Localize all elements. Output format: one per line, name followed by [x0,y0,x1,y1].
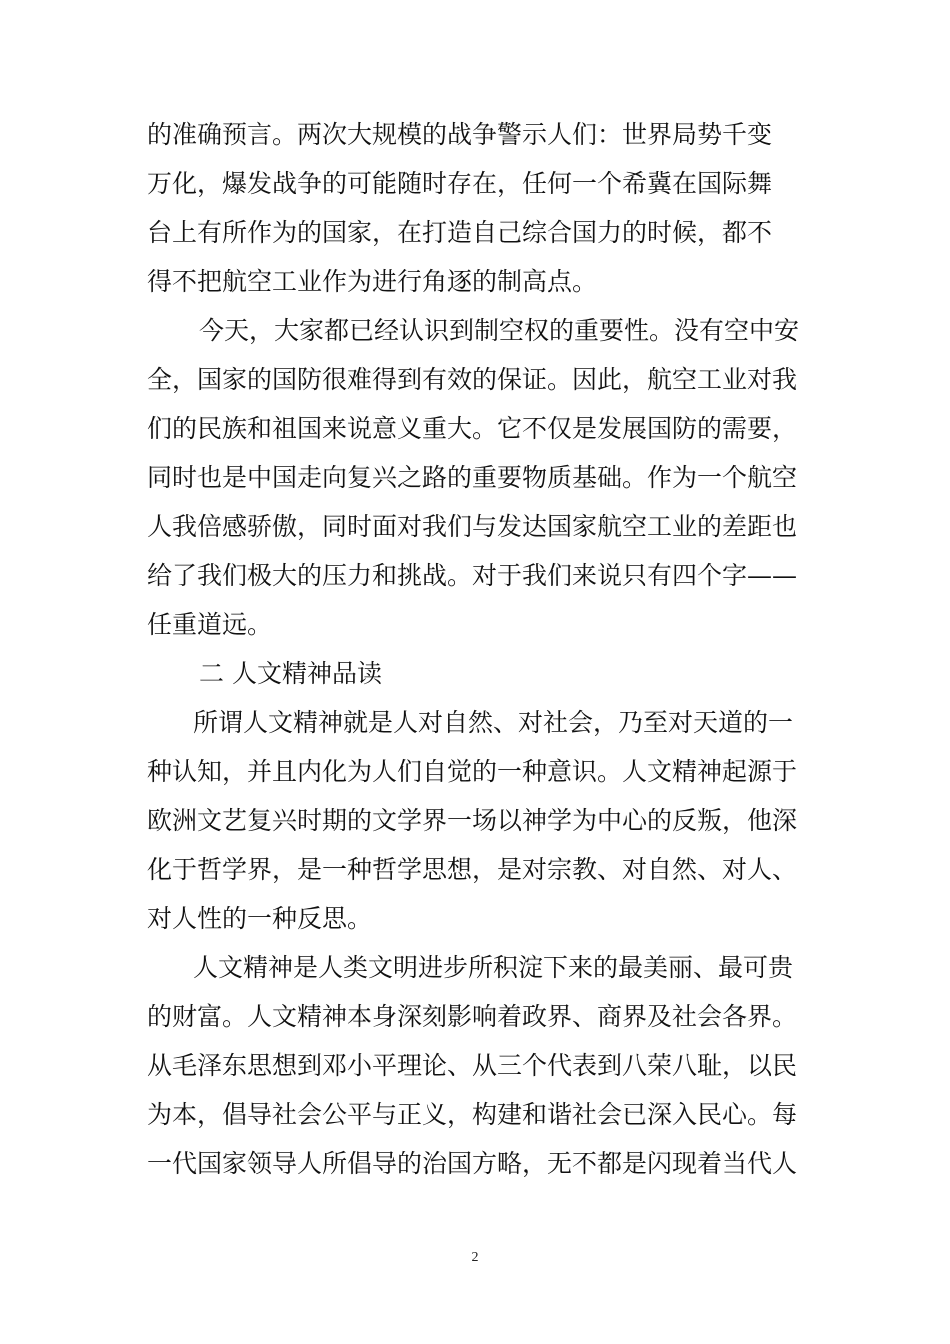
text-line: 们的民族和祖国来说意义重大。它不仅是发展国防的需要， [147,414,798,443]
text-line: 给了我们极大的压力和挑战。对于我们来说只有四个字—— [147,561,798,590]
text-line: 的财富。人文精神本身深刻影响着政界、商界及社会各界。 [147,1002,798,1031]
paragraph-start-line: 今天，大家都已经认识到制空权的重要性。没有空中安 [199,316,800,345]
text-line: 得不把航空工业作为进行角逐的制高点。 [147,267,598,296]
text-line: 同时也是中国走向复兴之路的重要物质基础。作为一个航空 [147,463,798,492]
paragraph-start-line: 所谓人文精神就是人对自然、对社会，乃至对天道的一 [193,708,794,737]
text-line: 种认知，并且内化为人们自觉的一种意识。人文精神起源于 [147,757,798,786]
paragraph-start-line: 人文精神是人类文明进步所积淀下来的最美丽、最可贵 [193,953,794,982]
text-line: 为本，倡导社会公平与正义，构建和谐社会已深入民心。每 [147,1100,798,1129]
text-line: 一代国家领导人所倡导的治国方略，无不都是闪现着当代人 [147,1149,798,1178]
text-line: 的准确预言。两次大规模的战争警示人们：世界局势千变 [147,120,773,149]
document-body [147,110,803,1188]
text-line: 任重道远。 [147,610,273,639]
text-line: 化于哲学界，是一种哲学思想，是对宗教、对自然、对人、 [147,855,798,884]
section-heading: 二 人文精神品读 [199,659,382,688]
text-line: 欧洲文艺复兴时期的文学界一场以神学为中心的反叛，他深 [147,806,798,835]
page-number: 2 [471,1250,479,1265]
text-line: 人我倍感骄傲，同时面对我们与发达国家航空工业的差距也 [147,512,798,541]
text-line: 全，国家的国防很难得到有效的保证。因此，航空工业对我 [147,365,798,394]
text-line: 万化，爆发战争的可能随时存在，任何一个希冀在国际舞 [147,169,773,198]
text-line: 对人性的一种反思。 [147,904,373,933]
text-line: 从毛泽东思想到邓小平理论、从三个代表到八荣八耻，以民 [147,1051,798,1080]
text-line: 台上有所作为的国家，在打造自己综合国力的时候，都不 [147,218,773,247]
